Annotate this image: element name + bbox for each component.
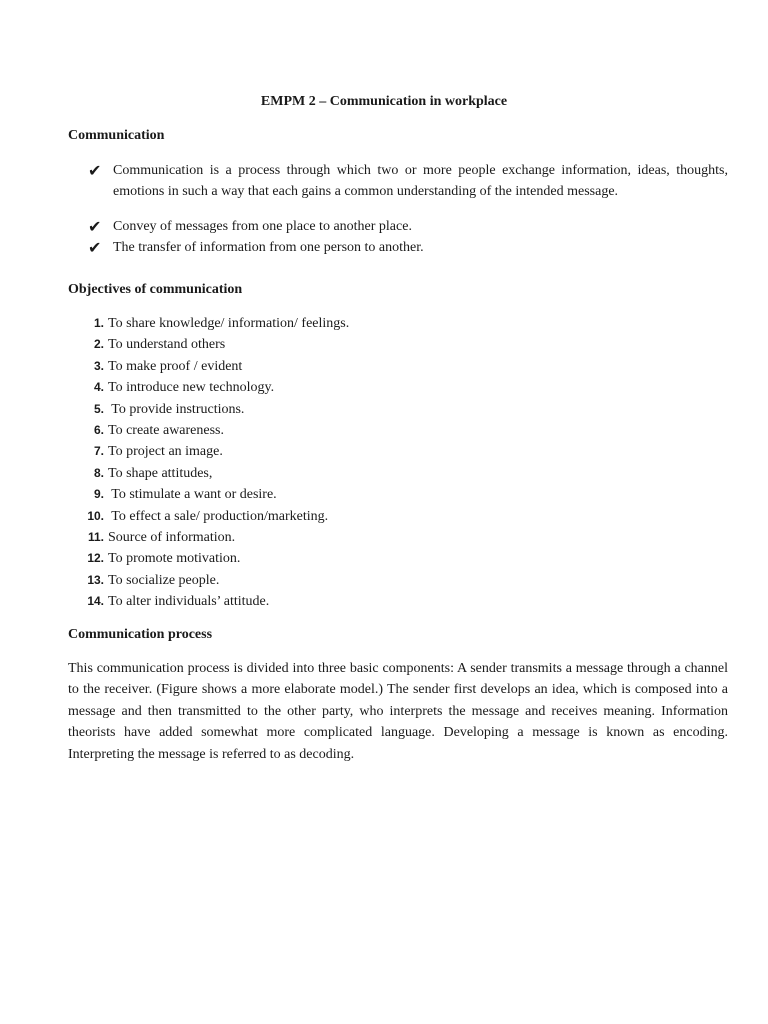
list-item-text: The transfer of information from one person to another. <box>113 240 424 255</box>
list-item-text: To alter individuals’ attitude. <box>108 594 270 610</box>
list-item-text: To project an image. <box>108 444 223 460</box>
list-item <box>68 463 568 484</box>
list-item <box>68 160 728 202</box>
list-number: 7. <box>93 444 104 459</box>
list-item <box>68 484 568 505</box>
communication-heading: Communication <box>68 128 165 143</box>
list-number: 8. <box>93 465 104 480</box>
document-title: EMPM 2 – Communication in workplace <box>260 94 508 109</box>
list-item-text: To socialize people. <box>108 572 220 588</box>
list-item <box>68 313 568 334</box>
list-item <box>68 441 568 462</box>
list-item-text: To promote motivation. <box>108 551 241 567</box>
list-item-text: To create awareness. <box>108 422 225 438</box>
list-item <box>68 216 728 237</box>
list-item-text: To introduce new technology. <box>108 380 275 396</box>
list-number: 14. <box>87 594 104 609</box>
list-item <box>68 591 568 612</box>
list-item <box>68 570 568 591</box>
list-item-text: To provide instructions. <box>108 401 245 417</box>
process-heading: Communication process <box>68 627 213 642</box>
list-item-text: Communication is a process through which two or more people exchange information, ideas, thoughts, emotions in such a way that each gains a common understanding of the intended message. <box>113 163 728 199</box>
objectives-list <box>68 313 568 612</box>
process-paragraph: This communication process is divided into three basic components: A sender transmits a message through a channel to the receiver. (Figure shows a more elaborate model.) The sender first develops an idea, which is composed into a message and then transmitted to the other party, who interprets the message and receives meaning. Information theorists have added somewhat more complicated language. Developing a message is known as encoding. Interpreting the message is referred to as decoding. <box>68 661 728 762</box>
list-number: 13. <box>87 572 104 587</box>
list-item-text: To make proof / evident <box>108 358 243 374</box>
list-number: 2. <box>93 337 104 352</box>
list-item <box>68 420 568 441</box>
communication-list-continued <box>68 216 728 258</box>
list-number: 9. <box>93 487 104 502</box>
check-mark-icon: ✔ <box>88 238 102 257</box>
list-item <box>68 399 568 420</box>
list-item <box>68 237 728 258</box>
list-item-text: To shape attitudes, <box>108 465 213 481</box>
list-number: 6. <box>93 422 104 437</box>
list-item-text: Source of information. <box>108 529 236 545</box>
list-item <box>68 356 568 377</box>
list-item-text: To effect a sale/ production/marketing. <box>108 508 329 524</box>
list-item <box>68 548 568 569</box>
list-item <box>68 527 568 548</box>
list-number: 3. <box>93 358 104 373</box>
list-number: 5. <box>93 401 104 416</box>
list-number: 4. <box>93 380 104 395</box>
list-item <box>68 506 568 527</box>
check-mark-icon: ✔ <box>88 217 102 236</box>
objectives-heading: Objectives of communication <box>68 282 243 297</box>
check-mark-icon: ✔ <box>88 161 102 180</box>
list-item-text: To stimulate a want or desire. <box>108 487 277 503</box>
list-item <box>68 334 568 355</box>
list-number: 12. <box>87 551 104 566</box>
list-number: 11. <box>87 529 104 544</box>
list-number: 1. <box>93 316 104 330</box>
list-item-text: To share knowledge/ information/ feelings. <box>108 316 350 331</box>
list-number: 10. <box>87 508 104 523</box>
list-item-text: To understand others <box>108 337 226 353</box>
list-item <box>68 377 568 398</box>
communication-list <box>68 160 728 202</box>
list-item-text: Convey of messages from one place to another place. <box>113 219 412 234</box>
